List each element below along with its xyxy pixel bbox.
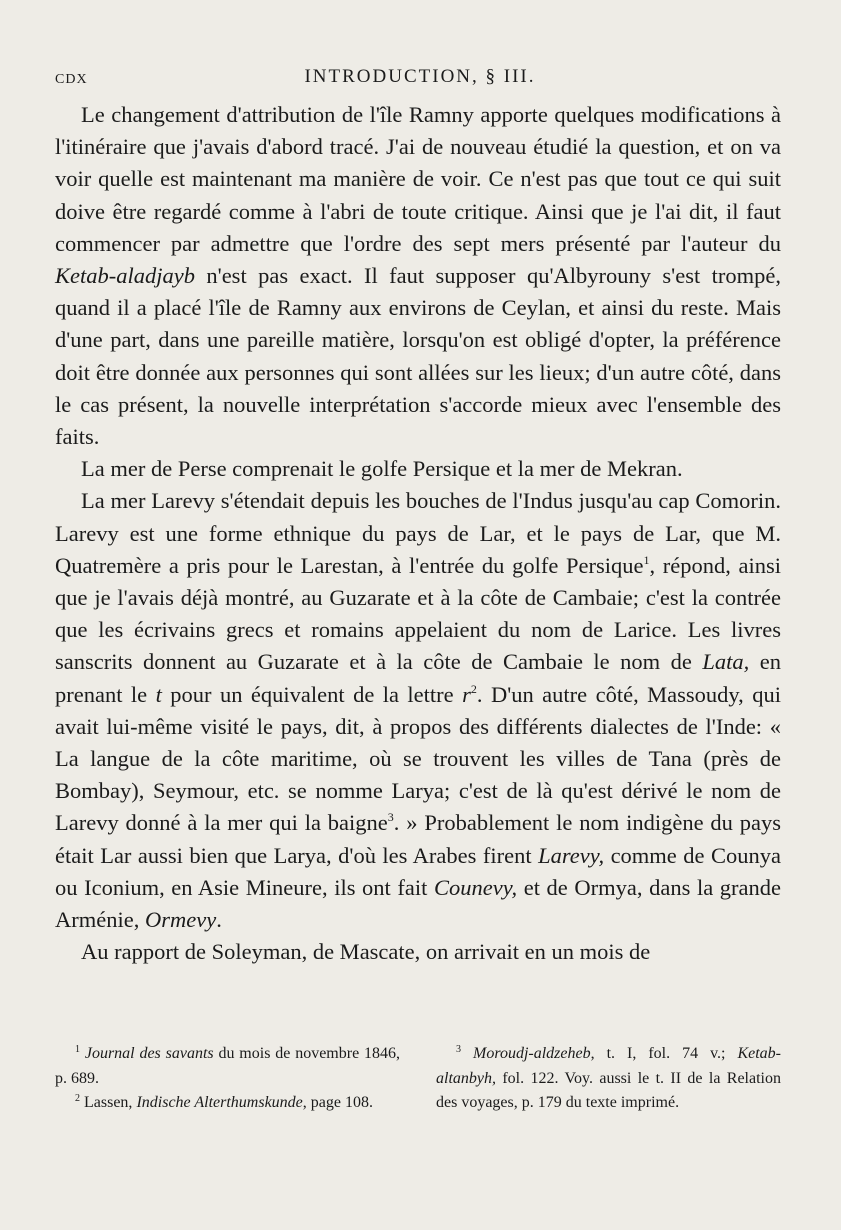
footnote-1 xyxy=(55,1042,400,1091)
italic-term: Ormevy xyxy=(144,907,217,933)
footnote-text: du mois de novembre 1846, p. 689. xyxy=(55,1045,400,1087)
footnote-column-right xyxy=(436,1042,781,1116)
paragraph-4 xyxy=(55,936,781,968)
text-span: La mer Larevy s'étendait depuis les bouches de l'Indus jusqu'au cap Comorin. Larevy est une forme ethnique du pays de Lar, et le pays de Lar, que M. Quatremère a pris pour le Larestan, à l'entrée du golfe Persique xyxy=(55,488,781,578)
footnote-2 xyxy=(55,1091,400,1116)
running-title: INTRODUCTION, § III. xyxy=(304,66,536,87)
italic-title: Ketab-aladjayb xyxy=(55,263,195,289)
page-number: CDX xyxy=(55,72,88,87)
italic-letter: r xyxy=(462,681,471,707)
paragraph-2 xyxy=(55,453,781,485)
text-span: et de Ormya, dans la grande Arménie, xyxy=(55,874,781,933)
footnote-text: Lassen, xyxy=(80,1094,137,1111)
text-span: . » Probablement le nom indigène du pays était Lar aussi bien que Larya, d'où les Arabes firent xyxy=(55,810,781,868)
text-span: Le changement d'attribution de l'île Ramny apporte quelques modifications à l'itinéraire que j'avais d'abord tracé. J'ai de nouveau étudié la question, et on va voir quelle est maintenant ma manière de voir. Ce n'est pas que tout ce qui suit doive être regardé comme à l'abri de toute critique. Ainsi que je l'ai dit, il faut commencer par admettre que l'ordre des sept mers présenté par l'auteur du xyxy=(55,102,781,256)
footnote-ref[interactable]: 1 xyxy=(643,552,650,567)
footnote-mark: 1 xyxy=(75,1044,80,1055)
italic-term: Larevy, xyxy=(538,842,605,868)
paragraph-3 xyxy=(55,485,781,936)
footnote-italic: Ketab-altanbyh, xyxy=(436,1045,781,1087)
footnote-mark: 3 xyxy=(456,1044,461,1055)
footnote-italic: Journal des savants xyxy=(84,1045,214,1062)
footnote-italic: Indische Alterthumskunde xyxy=(136,1094,303,1111)
footnote-text: , page 108. xyxy=(302,1094,373,1111)
main-text xyxy=(55,99,781,968)
footnote-3 xyxy=(436,1042,781,1116)
italic-term: Counevy, xyxy=(434,874,518,900)
text-span: n'est pas exact. Il faut supposer qu'Albyrouny s'est trompé, quand il a placé l'île de Ramny aux environs de Ceylan, et ainsi du reste. Mais d'une part, dans une pareille matière, lorsqu'on est obligé d'opter, la préférence doit être donnée aux personnes qui sont allées sur les lieux; d'un autre côté, dans le cas présent, la nouvelle interprétation s'accorde mieux avec l'ensemble des faits. xyxy=(55,263,781,450)
paragraph-1 xyxy=(55,99,781,453)
footnote-ref[interactable]: 3 xyxy=(387,810,394,825)
footnote-text: , t. I, fol. 74 v.; xyxy=(590,1045,738,1062)
text-span: Au rapport de Soleyman, de Mascate, on arrivait en un mois de xyxy=(81,939,651,965)
text-span: . D'un autre côté, Massoudy, qui avait lui-même visité le pays, dit, à propos des différents dialectes de l'Inde: « La langue de la côte maritime, où se trouvent les villes de Tana (près de Bombay), Seymour, etc. se nomme Larya; c'est de là qu'est dérivé le nom de Larevy donné à la mer qui la baigne xyxy=(55,681,781,836)
italic-letter: t xyxy=(155,681,162,707)
text-span: La mer de Perse comprenait le golfe Persique et la mer de Mekran. xyxy=(81,456,683,482)
footnote-ref[interactable]: 2 xyxy=(470,681,477,696)
text-span: . xyxy=(216,907,222,933)
footnote-italic: Moroudj-aldzeheb xyxy=(461,1045,591,1062)
text-span: , répond, ainsi que je l'avais déjà montré, au Guzarate et à la côte de Cambaie; c'est la contrée que les écrivains grecs et romains appelaient du nom de Larice. Les livres sanscrits donnent au Guzarate et à la côte de Cambaie le nom de xyxy=(55,552,781,675)
text-span: en prenant le xyxy=(55,649,781,707)
footnote-column-left xyxy=(55,1042,400,1116)
footnote-text: fol. 122. Voy. aussi le t. II de la Relation des voyages, p. 179 du texte imprimé. xyxy=(436,1069,781,1111)
running-header xyxy=(55,64,785,90)
text-span: pour un équivalent de la lettre xyxy=(161,681,463,707)
italic-term: Lata, xyxy=(702,649,750,675)
footnote-mark: 2 xyxy=(75,1093,80,1104)
footnotes xyxy=(55,1042,781,1116)
text-span: comme de Counya ou Iconium, en Asie Mineure, ils ont fait xyxy=(55,842,781,900)
